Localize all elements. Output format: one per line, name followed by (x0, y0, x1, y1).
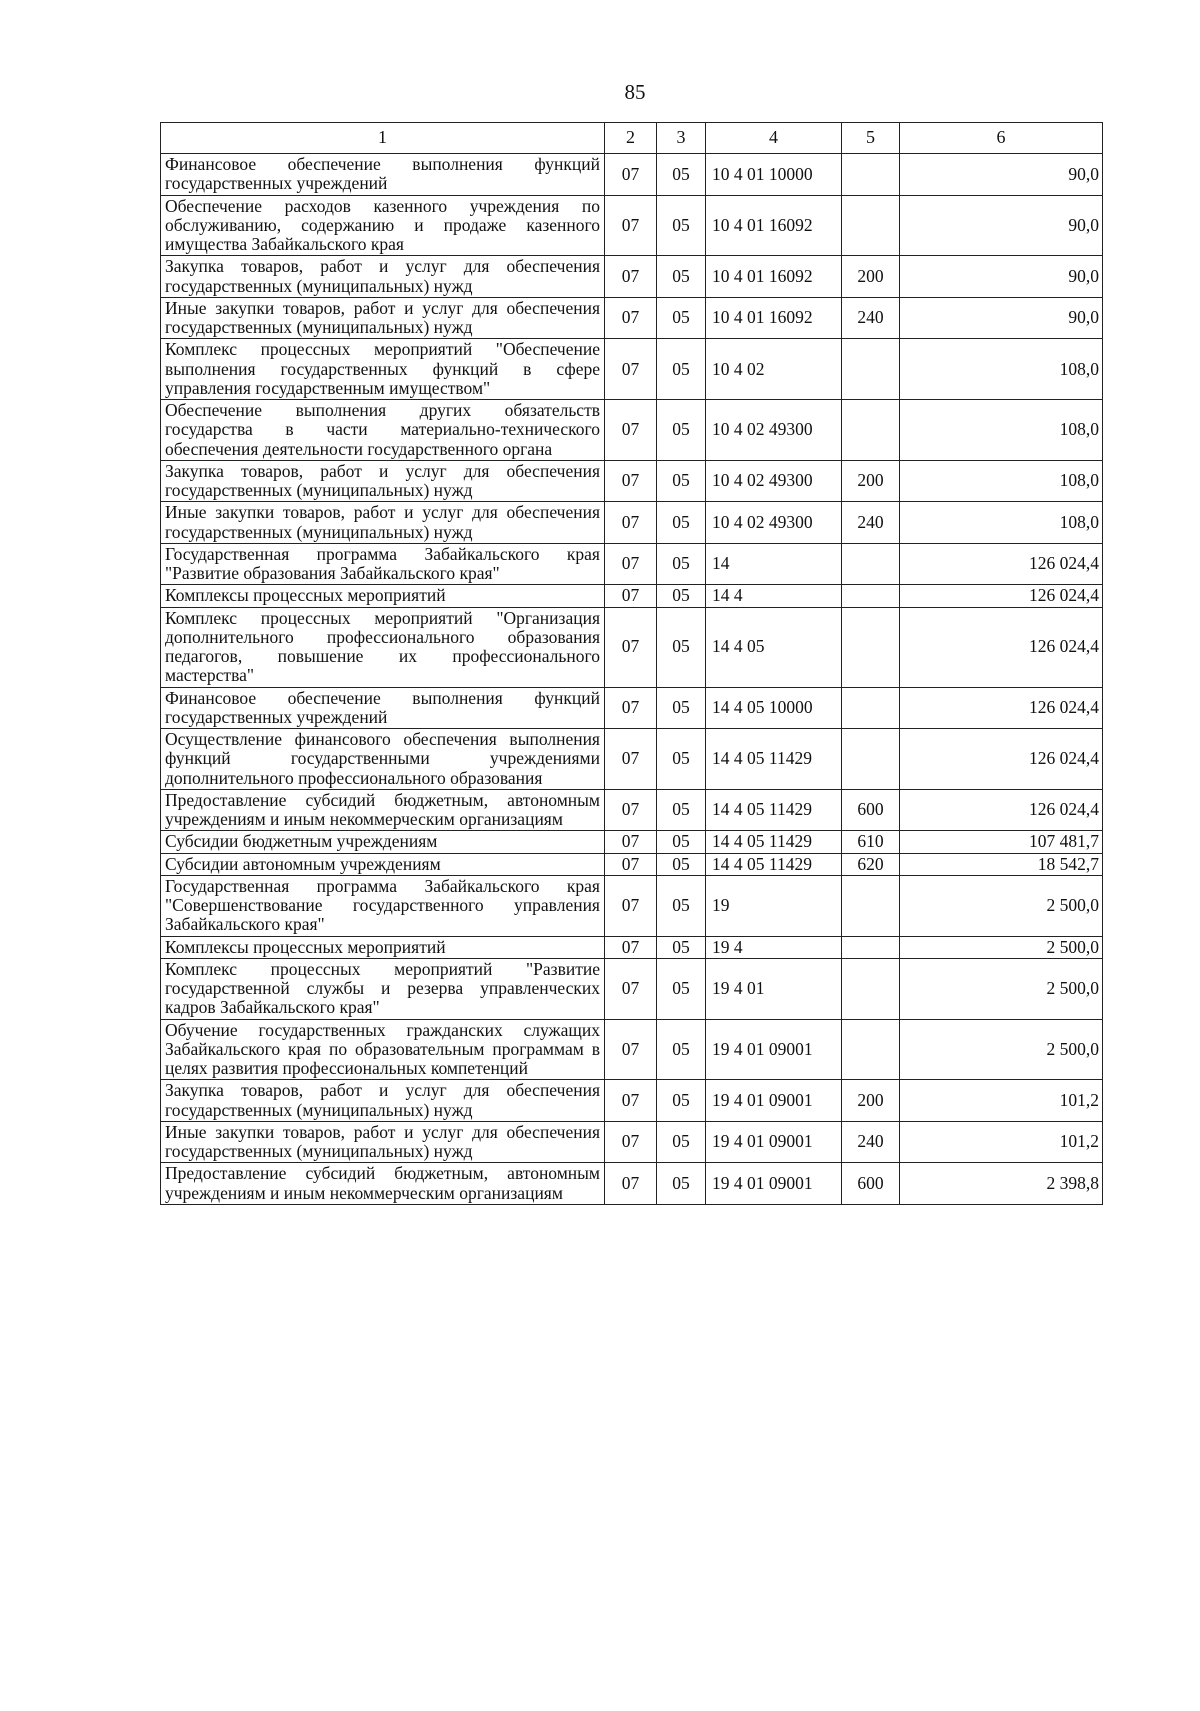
row-section: 07 (605, 195, 657, 256)
row-section: 07 (605, 687, 657, 729)
row-expense-type: 620 (842, 853, 900, 875)
row-section: 07 (605, 1163, 657, 1205)
row-target-code: 10 4 02 (706, 339, 842, 400)
row-section: 07 (605, 853, 657, 875)
row-expense-type: 200 (842, 460, 900, 502)
row-expense-type: 240 (842, 297, 900, 339)
row-target-code: 19 4 01 09001 (706, 1163, 842, 1205)
row-target-code: 19 4 01 09001 (706, 1080, 842, 1122)
row-section: 07 (605, 831, 657, 853)
table-row (161, 1019, 1103, 1080)
row-name: Субсидии автономным учреждениям (161, 853, 605, 875)
row-subsection: 05 (657, 256, 706, 298)
row-expense-type (842, 154, 900, 196)
row-amount: 2 398,8 (900, 1163, 1103, 1205)
row-expense-type: 240 (842, 1121, 900, 1163)
row-target-code: 10 4 02 49300 (706, 400, 842, 461)
row-expense-type (842, 400, 900, 461)
row-amount: 90,0 (900, 297, 1103, 339)
row-expense-type (842, 936, 900, 958)
row-amount: 90,0 (900, 154, 1103, 196)
table-row (161, 256, 1103, 298)
row-name: Закупка товаров, работ и услуг для обеспечения государственных (муниципальных) нужд (161, 1080, 605, 1122)
row-amount: 101,2 (900, 1121, 1103, 1163)
row-amount: 126 024,4 (900, 789, 1103, 831)
row-expense-type (842, 1019, 900, 1080)
row-name: Закупка товаров, работ и услуг для обеспечения государственных (муниципальных) нужд (161, 460, 605, 502)
table-row (161, 853, 1103, 875)
row-target-code: 14 4 05 (706, 607, 842, 687)
row-amount: 107 481,7 (900, 831, 1103, 853)
row-section: 07 (605, 543, 657, 585)
row-section: 07 (605, 400, 657, 461)
row-expense-type: 200 (842, 1080, 900, 1122)
row-amount: 2 500,0 (900, 936, 1103, 958)
row-amount: 101,2 (900, 1080, 1103, 1122)
header-col-6: 6 (900, 123, 1103, 154)
row-name: Комплексы процессных мероприятий (161, 585, 605, 607)
table-row (161, 585, 1103, 607)
row-amount: 108,0 (900, 400, 1103, 461)
row-target-code: 14 4 05 11429 (706, 789, 842, 831)
table-row (161, 875, 1103, 936)
row-subsection: 05 (657, 607, 706, 687)
row-expense-type (842, 585, 900, 607)
row-section: 07 (605, 502, 657, 544)
row-name: Комплексы процессных мероприятий (161, 936, 605, 958)
row-amount: 126 024,4 (900, 607, 1103, 687)
table-row (161, 958, 1103, 1019)
row-name: Иные закупки товаров, работ и услуг для обеспечения государственных (муниципальных) нужд (161, 297, 605, 339)
row-subsection: 05 (657, 543, 706, 585)
row-name: Комплекс процессных мероприятий "Организация дополнительного профессионального образования педагогов, повышение их профессионального мастерства" (161, 607, 605, 687)
header-col-4: 4 (706, 123, 842, 154)
row-section: 07 (605, 958, 657, 1019)
row-target-code: 10 4 01 16092 (706, 195, 842, 256)
row-subsection: 05 (657, 958, 706, 1019)
table-row (161, 1121, 1103, 1163)
row-expense-type (842, 607, 900, 687)
row-target-code: 10 4 02 49300 (706, 460, 842, 502)
row-subsection: 05 (657, 195, 706, 256)
row-subsection: 05 (657, 460, 706, 502)
row-name: Иные закупки товаров, работ и услуг для обеспечения государственных (муниципальных) нужд (161, 1121, 605, 1163)
row-expense-type: 610 (842, 831, 900, 853)
row-amount: 126 024,4 (900, 585, 1103, 607)
table-row (161, 1163, 1103, 1205)
row-expense-type: 600 (842, 1163, 900, 1205)
row-name: Государственная программа Забайкальского края "Совершенствование государственного управления Забайкальского края" (161, 875, 605, 936)
table-row (161, 460, 1103, 502)
row-amount: 90,0 (900, 195, 1103, 256)
table-header (161, 123, 1103, 154)
row-subsection: 05 (657, 297, 706, 339)
row-target-code: 14 4 05 11429 (706, 853, 842, 875)
row-amount: 126 024,4 (900, 729, 1103, 790)
row-subsection: 05 (657, 1019, 706, 1080)
row-subsection: 05 (657, 853, 706, 875)
row-amount: 2 500,0 (900, 1019, 1103, 1080)
row-section: 07 (605, 154, 657, 196)
row-target-code: 14 4 05 11429 (706, 729, 842, 790)
row-subsection: 05 (657, 1121, 706, 1163)
row-name: Иные закупки товаров, работ и услуг для обеспечения государственных (муниципальных) нужд (161, 502, 605, 544)
row-section: 07 (605, 1080, 657, 1122)
row-target-code: 14 4 (706, 585, 842, 607)
row-amount: 126 024,4 (900, 687, 1103, 729)
row-section: 07 (605, 607, 657, 687)
row-section: 07 (605, 729, 657, 790)
row-target-code: 19 4 01 (706, 958, 842, 1019)
row-expense-type: 600 (842, 789, 900, 831)
table-row (161, 195, 1103, 256)
row-target-code: 14 (706, 543, 842, 585)
row-expense-type (842, 875, 900, 936)
table-row (161, 502, 1103, 544)
row-amount: 108,0 (900, 502, 1103, 544)
row-subsection: 05 (657, 585, 706, 607)
row-subsection: 05 (657, 502, 706, 544)
header-row (161, 123, 1103, 154)
row-name: Обеспечение выполнения других обязательств государства в части материально-технического обеспечения деятельности государственного органа (161, 400, 605, 461)
row-target-code: 10 4 01 10000 (706, 154, 842, 196)
row-subsection: 05 (657, 789, 706, 831)
header-col-3: 3 (657, 123, 706, 154)
row-amount: 2 500,0 (900, 958, 1103, 1019)
row-target-code: 14 4 05 10000 (706, 687, 842, 729)
row-target-code: 10 4 02 49300 (706, 502, 842, 544)
row-name: Закупка товаров, работ и услуг для обеспечения государственных (муниципальных) нужд (161, 256, 605, 298)
row-target-code: 10 4 01 16092 (706, 297, 842, 339)
row-section: 07 (605, 460, 657, 502)
row-name: Обеспечение расходов казенного учреждения по обслуживанию, содержанию и продаже казенного имущества Забайкальского края (161, 195, 605, 256)
row-expense-type (842, 195, 900, 256)
row-target-code: 19 4 01 09001 (706, 1019, 842, 1080)
row-expense-type: 200 (842, 256, 900, 298)
budget-table (160, 122, 1103, 1205)
table-row (161, 154, 1103, 196)
table-row (161, 729, 1103, 790)
row-name: Комплекс процессных мероприятий "Развитие государственной службы и резерва управленческих кадров Забайкальского края" (161, 958, 605, 1019)
table-row (161, 831, 1103, 853)
table-row (161, 297, 1103, 339)
header-col-2: 2 (605, 123, 657, 154)
row-name: Предоставление субсидий бюджетным, автономным учреждениям и иным некоммерческим организациям (161, 1163, 605, 1205)
row-expense-type (842, 687, 900, 729)
row-subsection: 05 (657, 400, 706, 461)
row-section: 07 (605, 789, 657, 831)
row-expense-type: 240 (842, 502, 900, 544)
table-row (161, 1080, 1103, 1122)
table-row (161, 543, 1103, 585)
row-section: 07 (605, 1019, 657, 1080)
row-section: 07 (605, 256, 657, 298)
row-target-code: 14 4 05 11429 (706, 831, 842, 853)
row-subsection: 05 (657, 154, 706, 196)
row-expense-type (842, 729, 900, 790)
row-name: Комплекс процессных мероприятий "Обеспечение выполнения государственных функций в сфере управления государственным имуществом" (161, 339, 605, 400)
row-subsection: 05 (657, 936, 706, 958)
page-number: 85 (624, 80, 646, 104)
row-amount: 90,0 (900, 256, 1103, 298)
row-target-code: 19 4 (706, 936, 842, 958)
row-section: 07 (605, 1121, 657, 1163)
row-name: Осуществление финансового обеспечения выполнения функций государственными учреждениями дополнительного профессионального образования (161, 729, 605, 790)
row-amount: 2 500,0 (900, 875, 1103, 936)
header-col-1: 1 (161, 123, 605, 154)
row-name: Финансовое обеспечение выполнения функций государственных учреждений (161, 687, 605, 729)
row-target-code: 19 4 01 09001 (706, 1121, 842, 1163)
table-row (161, 400, 1103, 461)
table-row (161, 687, 1103, 729)
row-subsection: 05 (657, 831, 706, 853)
table-row (161, 936, 1103, 958)
header-col-5: 5 (842, 123, 900, 154)
table-body (161, 154, 1103, 1205)
row-subsection: 05 (657, 1080, 706, 1122)
table-row (161, 789, 1103, 831)
row-section: 07 (605, 339, 657, 400)
row-section: 07 (605, 875, 657, 936)
row-amount: 18 542,7 (900, 853, 1103, 875)
row-amount: 108,0 (900, 339, 1103, 400)
row-subsection: 05 (657, 339, 706, 400)
row-target-code: 10 4 01 16092 (706, 256, 842, 298)
row-expense-type (842, 339, 900, 400)
row-name: Предоставление субсидий бюджетным, автономным учреждениям и иным некоммерческим организациям (161, 789, 605, 831)
row-subsection: 05 (657, 687, 706, 729)
row-name: Обучение государственных гражданских служащих Забайкальского края по образовательным программам в целях развития профессиональных компетенций (161, 1019, 605, 1080)
row-amount: 108,0 (900, 460, 1103, 502)
row-expense-type (842, 543, 900, 585)
row-target-code: 19 (706, 875, 842, 936)
row-subsection: 05 (657, 729, 706, 790)
row-section: 07 (605, 297, 657, 339)
row-subsection: 05 (657, 1163, 706, 1205)
row-section: 07 (605, 936, 657, 958)
table-row (161, 339, 1103, 400)
row-section: 07 (605, 585, 657, 607)
row-name: Государственная программа Забайкальского края "Развитие образования Забайкальского края" (161, 543, 605, 585)
table-row (161, 607, 1103, 687)
row-name: Субсидии бюджетным учреждениям (161, 831, 605, 853)
row-subsection: 05 (657, 875, 706, 936)
row-expense-type (842, 958, 900, 1019)
row-name: Финансовое обеспечение выполнения функций государственных учреждений (161, 154, 605, 196)
row-amount: 126 024,4 (900, 543, 1103, 585)
